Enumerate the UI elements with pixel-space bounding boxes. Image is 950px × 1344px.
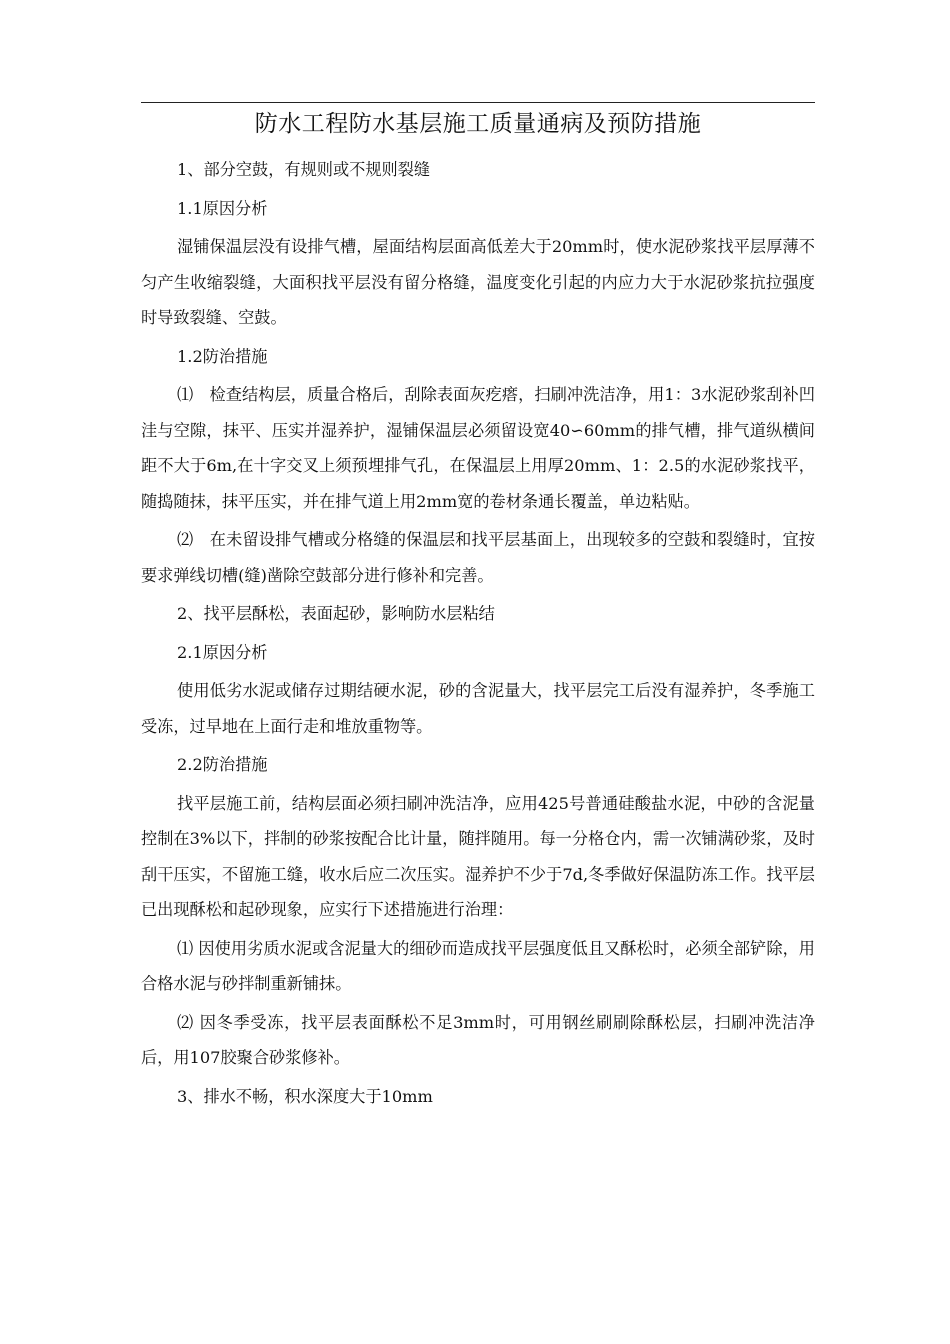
subheading-1-2: 1.2防治措施 — [177, 346, 268, 366]
document-title: 防水工程防水基层施工质量通病及预防措施 — [254, 111, 702, 137]
paragraph-2-2-item-2: ⑵ 因冬季受冻，找平层表面酥松不足3mm时，可用钢丝刷刷除酥松层，扫刷冲洗洁净后，用107胶聚合砂浆修补。 — [141, 1012, 815, 1067]
heading-3: 3、排水不畅，积水深度大于10mm — [177, 1086, 433, 1106]
paragraph-2-1: 使用低劣水泥或储存过期结硬水泥，砂的含泥量大，找平层完工后没有湿养护，冬季施工受冻，过早地在上面行走和堆放重物等。 — [141, 681, 815, 736]
heading-2: 2、找平层酥松，表面起砂，影响防水层粘结 — [177, 604, 495, 623]
paragraph-2-2: 找平层施工前，结构层面必须扫刷冲洗洁净，应用425号普通硅酸盐水泥，中砂的含泥量控制在3%以下，拌制的砂浆按配合比计量，随拌随用。每一分格仓内，需一次铺满砂浆，及时刮干压实，不留施工缝，收水后应二次压实。湿养护不少于7d,冬季做好保温防冻工作。找平层已出现酥松和起砂现象，应实行下述措施进行治理： — [141, 793, 815, 919]
paragraph-1-2-item-1: ⑴ 检查结构层，质量合格后，刮除表面灰疙瘩，扫刷冲洗洁净，用1：3水泥砂浆刮补凹洼与空隙，抹平、压实并湿养护，湿铺保温层必须留设宽40∽60mm的排气槽，排气道纵横间距不大于6m,在十字交叉上须预埋排气孔，在保温层上用厚20mm、1：2.5的水泥砂浆找平，随捣随抹，抹平压实，并在排气道上用2mm宽的卷材条通长覆盖，单边粘贴。 — [141, 385, 815, 511]
paragraph-1-1: 湿铺保温层没有设排气槽，屋面结构层面高低差大于20mm时，使水泥砂浆找平层厚薄不匀产生收缩裂缝，大面积找平层没有留分格缝，温度变化引起的内应力大于水泥砂浆抗拉强度时导致裂缝、空鼓。 — [141, 237, 815, 327]
document-body — [141, 152, 815, 1114]
header-rule — [141, 102, 815, 103]
subheading-2-1: 2.1原因分析 — [177, 642, 268, 662]
heading-1: 1、部分空鼓，有规则或不规则裂缝 — [177, 160, 431, 179]
paragraph-2-2-item-1: ⑴ 因使用劣质水泥或含泥量大的细砂而造成找平层强度低且又酥松时，必须全部铲除，用合格水泥与砂拌制重新铺抹。 — [141, 938, 815, 993]
paragraph-1-2-item-2: ⑵ 在未留设排气槽或分格缝的保温层和找平层基面上，出现较多的空鼓和裂缝时，宜按要求弹线切槽(缝)凿除空鼓部分进行修补和完善。 — [141, 530, 815, 585]
subheading-2-2: 2.2防治措施 — [177, 755, 268, 774]
subheading-1-1: 1.1原因分析 — [177, 198, 268, 218]
